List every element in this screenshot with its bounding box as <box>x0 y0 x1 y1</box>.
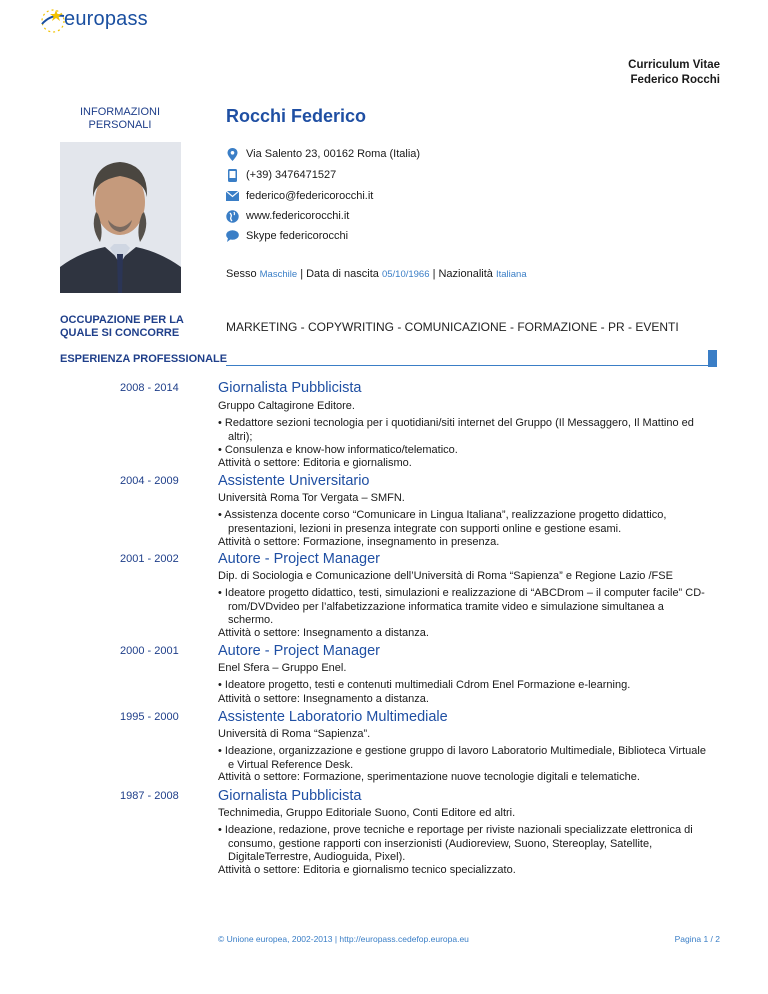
job-employer: Università di Roma “Sapienza”. <box>218 728 371 740</box>
job-title: Giornalista Pubblicista <box>218 788 362 804</box>
job-sector: Attività o settore: Insegnamento a distanza. <box>218 627 429 639</box>
section-divider <box>226 365 708 366</box>
job-bullets <box>218 745 708 772</box>
job-dates: 2000 - 2001 <box>120 645 179 657</box>
job-bullets <box>218 679 708 693</box>
job-bullet: • Ideatore progetto, testi e contenuti multimediali Cdrom Enel Formazione e-learning. <box>218 679 631 691</box>
envelope-icon <box>226 190 239 203</box>
doc-owner-name: Federico Rocchi <box>630 74 720 86</box>
job-bullet: • Consulenza e know-how informatico/telematico. <box>218 444 458 456</box>
sex-label: Sesso <box>226 268 257 280</box>
sex-value: Maschile <box>259 269 298 280</box>
nationality-label: | Nazionalità <box>432 268 493 280</box>
person-name: Rocchi Federico <box>226 106 367 126</box>
job-dates: 2004 - 2009 <box>120 475 179 487</box>
job-employer: Università Roma Tor Vergata – SMFN. <box>218 492 405 504</box>
target-occupation: MARKETING - COPYWRITING - COMUNICAZIONE - FORMAZIONE - PR - EVENTI <box>226 320 679 334</box>
section-label-target: OCCUPAZIONE PER LA QUALE SI CONCORRE <box>60 314 184 339</box>
job-dates: 2008 - 2014 <box>120 382 179 394</box>
job-title: Assistente Laboratorio Multimediale <box>218 709 448 725</box>
job-sector: Attività o settore: Editoria e giornalismo tecnico specializzato. <box>218 864 516 876</box>
section-divider-tab <box>708 350 717 367</box>
job-bullets <box>218 417 708 458</box>
job-sector: Attività o settore: Editoria e giornalismo. <box>218 457 412 469</box>
job-employer: Enel Sfera – Gruppo Enel. <box>218 662 347 674</box>
job-employer: Dip. di Sociologia e Comunicazione dell’Università di Roma “Sapienza” e Regione Lazio /FSE <box>218 570 673 582</box>
job-sector: Attività o settore: Insegnamento a distanza. <box>218 693 429 705</box>
mobile-phone-icon <box>226 169 239 182</box>
job-title: Giornalista Pubblicista <box>218 380 362 396</box>
footer-page-number: Pagina 1 / 2 <box>674 934 720 944</box>
globe-icon <box>226 210 239 223</box>
website-link[interactable]: www.federicorocchi.it <box>246 210 350 222</box>
job-bullet: • Assistenza docente corso “Comunicare in Lingua Italiana”, realizzazione progetto didattico, presentazioni, lezioni in presenza integrate con supporti online e gestione esami. <box>218 509 667 535</box>
job-bullets <box>218 587 708 628</box>
job-dates: 1995 - 2000 <box>120 711 179 723</box>
birth-label: | Data di nascita <box>300 268 379 280</box>
phone-text: (+39) 3476471527 <box>246 169 337 181</box>
birth-value: 05/10/1966 <box>381 269 430 280</box>
section-label-personal: INFORMAZIONI PERSONALI <box>79 106 161 131</box>
job-dates: 1987 - 2008 <box>120 790 179 802</box>
section-label-experience: ESPERIENZA PROFESSIONALE <box>60 353 228 365</box>
europass-logo-text: europass <box>64 8 148 30</box>
doc-type: Curriculum Vitae <box>628 59 720 71</box>
job-bullets <box>218 824 708 865</box>
document-header <box>628 58 720 88</box>
contact-phone <box>226 166 336 184</box>
contact-skype <box>226 227 348 245</box>
contact-website <box>226 207 349 225</box>
job-title: Autore - Project Manager <box>218 643 380 659</box>
location-pin-icon <box>226 148 239 161</box>
job-bullet: • Ideazione, redazione, prove tecniche e reportage per riviste nazionali specializzate elettronica di consumo, gestione rapporti con inserzionisti (Audioreview, Suono, Stereoplay, Satellite, DigitaleTerrestre, Audioguida, Pixel). <box>218 824 693 863</box>
job-employer: Technimedia, Gruppo Editoriale Suono, Conti Editore ed altri. <box>218 807 516 819</box>
job-dates: 2001 - 2002 <box>120 553 179 565</box>
job-title: Autore - Project Manager <box>218 551 380 567</box>
job-bullet: • Ideatore progetto didattico, testi, simulazioni e realizzazione di “ABCDrom – il computer facile” CD-rom/DVDvideo per l’alfabetizzazione informatica tramite video e simulazione simultanea a schermo. <box>218 587 705 626</box>
job-sector: Attività o settore: Formazione, insegnamento in presenza. <box>218 536 500 548</box>
footer-copyright[interactable]: © Unione europea, 2002-2013 | http://europass.cedefop.europa.eu <box>218 934 469 944</box>
profile-photo <box>60 142 181 293</box>
email-link[interactable]: federico@federicorocchi.it <box>246 190 374 202</box>
chat-bubble-icon <box>226 230 239 243</box>
job-bullets <box>218 509 708 536</box>
job-title: Assistente Universitario <box>218 473 370 489</box>
job-bullet: • Redattore sezioni tecnologia per i quotidiani/siti internet del Gruppo (Il Messaggero, Il Mattino ed altri); <box>218 417 694 443</box>
europass-logo <box>36 6 146 38</box>
contact-address <box>226 145 420 163</box>
job-employer: Gruppo Caltagirone Editore. <box>218 400 355 412</box>
skype-text: Skype federicorocchi <box>246 230 349 242</box>
address-text: Via Salento 23, 00162 Roma (Italia) <box>246 148 421 160</box>
nationality-value: Italiana <box>495 269 527 280</box>
job-bullet: • Ideazione, organizzazione e gestione gruppo di lavoro Laboratorio Multimediale, Biblioteca Virtuale e Virtual Reference Desk. <box>218 745 706 771</box>
personal-details-line <box>226 268 527 280</box>
contact-email <box>226 187 373 205</box>
job-sector: Attività o settore: Formazione, sperimentazione nuove tecnologie digitali e telematiche. <box>218 771 640 783</box>
